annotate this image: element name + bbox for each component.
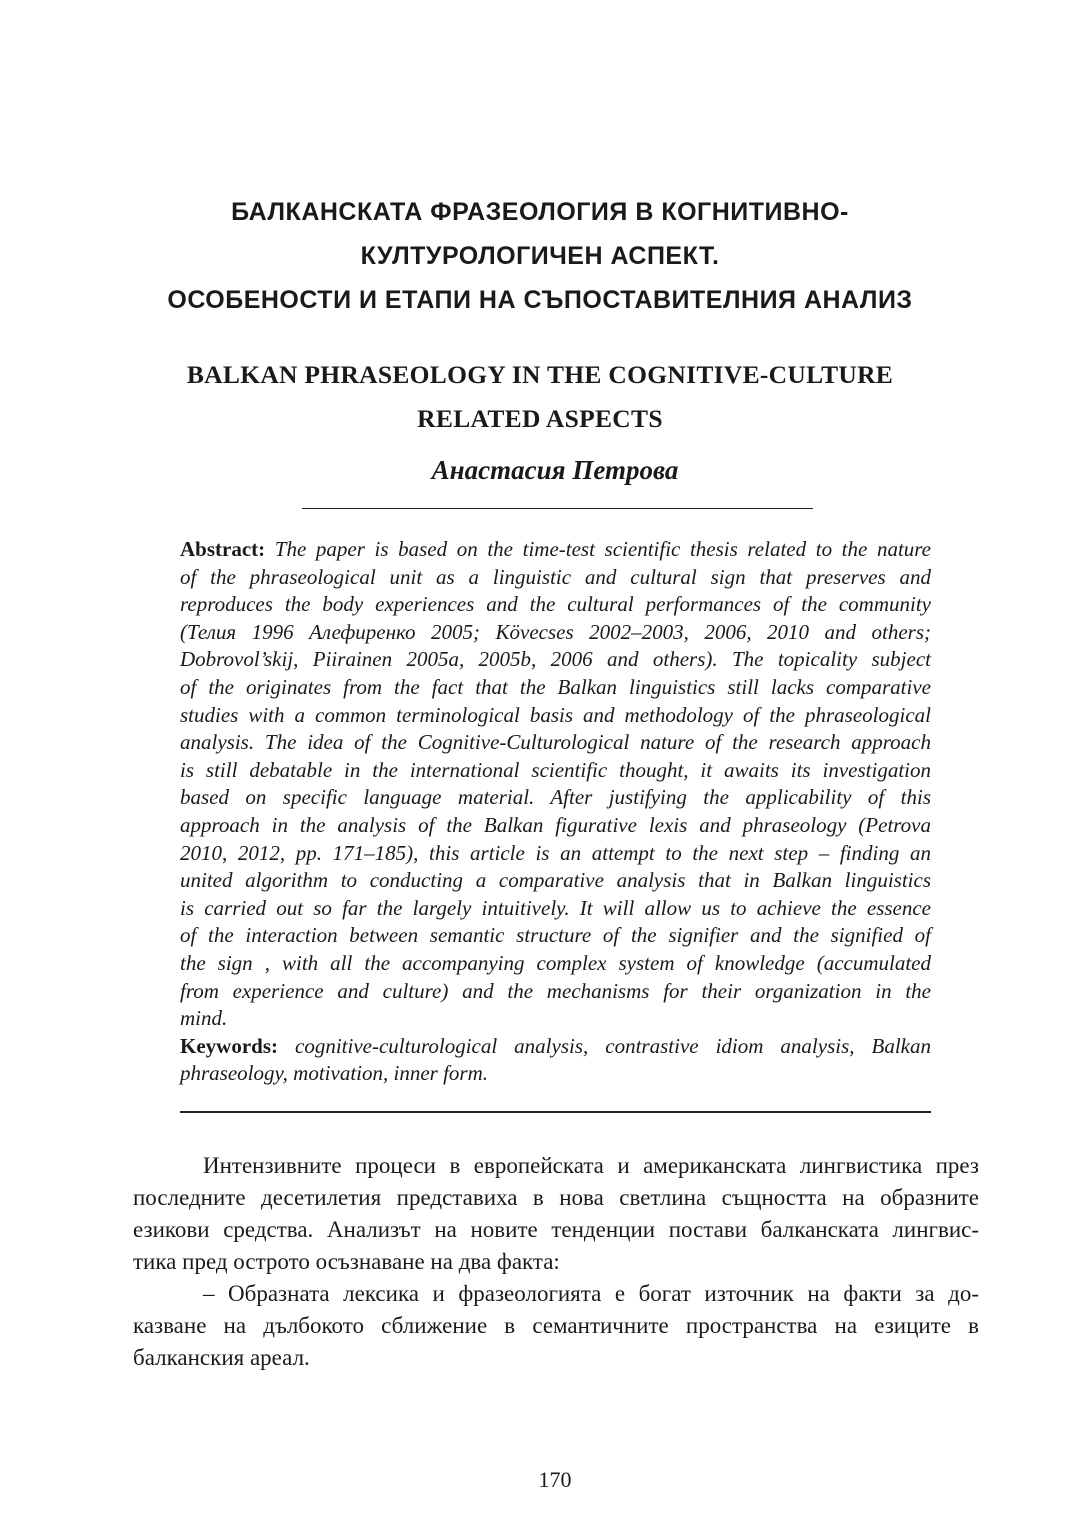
body-text <box>133 1150 979 1374</box>
abstract-line: the sign , with all the accompanying complex system of knowledge (accumulated <box>180 950 931 975</box>
abstract-line: united algorithm to conducting a comparative analysis that in Balkan linguistics <box>180 868 931 893</box>
body-line: Интензивните процеси в европейската и американската лингвистика през <box>203 1153 979 1178</box>
abstract-line: analysis. The idea of the Cognitive-Culturological nature of the research approach <box>180 730 931 755</box>
title-en-line: RELATED ASPECTS <box>417 404 663 433</box>
body-line: езикови средства. Анализът на новите тенденции постави балканската лингвис- <box>133 1217 979 1242</box>
abstract-line: studies with a common terminological basis and methodology of the phraseological <box>180 702 931 727</box>
body-line: тика пред острото осъзнаване на два факта: <box>133 1249 560 1274</box>
abstract-label: Abstract: <box>180 537 266 561</box>
abstract-line: is still debatable in the international scientific thought, it awaits its investigation <box>180 757 931 782</box>
keywords-label: Keywords: <box>180 1033 278 1058</box>
abstract-line: of the interaction between semantic structure of the signifier and the signified of <box>180 923 931 948</box>
title-english <box>120 353 960 441</box>
keywords-line: cognitive-culturological analysis, contrastive idiom analysis, Balkan <box>295 1033 932 1058</box>
abstract-line: based on specific language material. After justifying the applicability of this <box>180 785 931 810</box>
abstract-line: from experience and culture) and the mechanisms for their organization in the <box>180 978 931 1003</box>
abstract-divider <box>180 1111 931 1113</box>
abstract-block <box>180 536 931 1088</box>
page-number: 170 <box>538 1467 572 1492</box>
abstract-line: mind. <box>180 1006 228 1031</box>
title-bg-line: ОСОБЕНОСТИ И ЕТАПИ НА СЪПОСТАВИТЕЛНИЯ АНАЛИЗ <box>167 286 913 314</box>
author-divider <box>302 508 813 509</box>
abstract-line: is carried out so far the largely intuitively. It will allow us to achieve the essence <box>180 895 931 920</box>
body-line: балканския ареал. <box>133 1345 310 1370</box>
title-bulgarian <box>120 190 960 322</box>
title-bg-line: КУЛТУРОЛОГИЧЕН АСПЕКТ. <box>360 242 720 270</box>
abstract-line: of the phraseological unit as a linguistic and cultural sign that preserves and <box>180 564 931 589</box>
title-en-line: BALKAN PHRASEOLOGY IN THE COGNITIVE-CULTURE <box>186 360 894 389</box>
keywords-line: phraseology, motivation, inner form. <box>180 1061 488 1086</box>
abstract-line: Dobrovol’skij, Piirainen 2005a, 2005b, 2006 and others). The topicality subject <box>180 647 931 672</box>
abstract-line: approach in the analysis of the Balkan figurative lexis and phraseology (Petrova <box>180 812 931 837</box>
abstract-line: (Телия 1996 Алефиренко 2005; Kövecses 2002–2003, 2006, 2010 and others; <box>180 619 931 644</box>
author-name: Анастасия Петрова <box>431 455 679 485</box>
body-line: последните десетилетия представиха в нова светлина същността на образните <box>133 1185 979 1210</box>
abstract-line: The paper is based on the time-test scientific thesis related to the nature <box>274 537 932 561</box>
title-bg-line: БАЛКАНСКАТА ФРАЗЕОЛОГИЯ В КОГНИТИВНО- <box>231 198 849 226</box>
abstract-line: reproduces the body experiences and the cultural performances of the community <box>180 592 931 617</box>
abstract-line: 2010, 2012, pp. 171–185), this article is an attempt to the next step – finding an <box>180 840 931 865</box>
body-line: казване на дълбокото сближение в семантичните пространства на езиците в <box>133 1313 979 1338</box>
abstract-line: of the originates from the fact that the Balkan linguistics still lacks comparative <box>180 674 931 699</box>
body-line: – Образната лексика и фразеологията е богат източник на факти за до- <box>203 1281 979 1306</box>
